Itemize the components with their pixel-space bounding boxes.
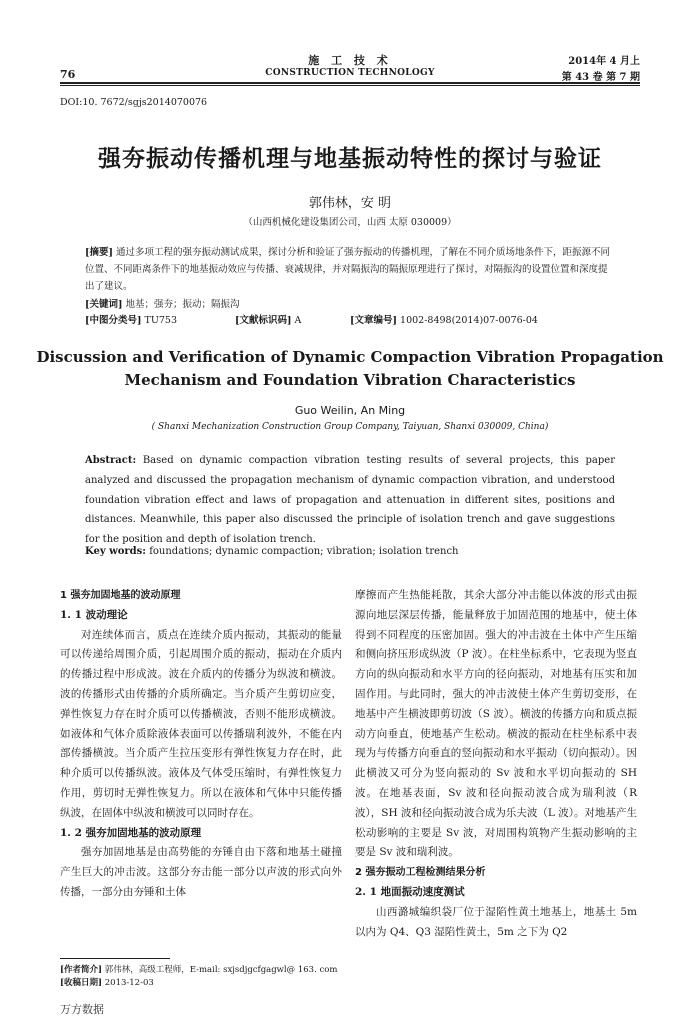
footnote-rule bbox=[60, 958, 170, 959]
clc-label: [中图分类号] bbox=[85, 315, 142, 326]
article-number bbox=[350, 312, 538, 326]
clc-value: TU753 bbox=[144, 315, 178, 326]
footnote-date-text: 2013-12-03 bbox=[104, 978, 154, 988]
authors-cn: 郭伟林，安 明 bbox=[308, 196, 392, 211]
clc bbox=[85, 312, 177, 326]
page-title-en bbox=[0, 346, 700, 392]
doc-code bbox=[235, 312, 301, 326]
affiliation-cn: （山西机械化建设集团公司，山西 太原 030009） bbox=[243, 217, 457, 228]
section-1-2-paragraph: 强夯加固地基是由高势能的夯锤自由下落和地基土碰撞产生巨大的冲击波。这部分夯击能一部分以声波的形式向外传播，一部分由夯锤和土体 bbox=[60, 846, 342, 898]
issue-date: 2014年 4 月上 bbox=[568, 56, 640, 67]
article-number-label: [文章编号] bbox=[350, 315, 397, 326]
abstract-cn-label: [摘要] bbox=[85, 247, 113, 258]
doi: DOI:10. 7672/sgjs2014070076 bbox=[60, 97, 208, 108]
keywords-en bbox=[85, 546, 459, 557]
section-2-1-paragraph: 山西潞城编织袋厂位于湿陷性黄土地基上，地基土 5m 以内为 Q4、Q3 湿陷性黄土，5m 之下为 Q2 bbox=[355, 905, 637, 938]
article-number-value: 1002-8498(2014)07-0076-04 bbox=[400, 315, 538, 326]
section-1-2-heading: 1. 2 强夯加固地基的波动原理 bbox=[60, 826, 202, 839]
issue-volume: 第 43 卷 第 7 期 bbox=[561, 72, 640, 83]
section-1-1-paragraph: 对连续体而言，质点在连续介质内振动，其振动的能量可以传递给周围介质，引起周围介质的振动，振动在介质内的传播过程中形成波。波在介质内的传播分为纵波和横波。波的传播形式由传播的介质所确定。当介质产生剪切应变，弹性恢复力存在时介质可以传播横波，否则不能形成横波。如液体和气体介质除液体表面可以传播瑞利波外，不能在内部传播横波。当介质产生拉压变形有弹性恢复力存在时，此种介质可以传播纵波。液体及气体受压缩时，有弹性恢复力作用，剪切时无弹性恢复力。所以在液体和气体中只能传播纵波，在固体中纵波和横波可以同时存在。 bbox=[60, 628, 342, 819]
keywords-en-text: foundations; dynamic compaction; vibration; isolation trench bbox=[149, 546, 459, 557]
header-rule-thin bbox=[60, 85, 640, 86]
section-1-1-heading: 1. 1 波动理论 bbox=[60, 608, 128, 621]
keywords-cn-text: 地基；强夯；振动；隔振沟 bbox=[125, 299, 240, 310]
doc-code-label: [文献标识码] bbox=[235, 315, 292, 326]
watermark: 万方数据 bbox=[60, 1003, 104, 1016]
keywords-en-label: Key words: bbox=[85, 546, 146, 557]
body-column-left bbox=[60, 586, 342, 903]
page-title-en-line2: Mechanism and Foundation Vibration Characteristics bbox=[124, 371, 576, 389]
keywords-cn-label: [关键词] bbox=[85, 299, 123, 310]
footnote-date-label: [收稿日期] bbox=[60, 978, 103, 988]
abstract-en-text: Based on dynamic compaction vibration testing results of several projects, this paper analyzed and discussed the propagation mechanism of dynamic compaction vibration, and understood foundation vibration effect and laws of propagation and attenuation in different sites, positions and distances. Meanwhile, this paper also discussed the principle of isolation trench and gave suggestions for the position and depth of isolation trench. bbox=[85, 455, 615, 546]
section-1-heading: 1 强夯加固地基的波动原理 bbox=[60, 590, 181, 601]
authors-en: Guo Weilin, An Ming bbox=[294, 404, 406, 417]
affiliation-en: ( Shanxi Mechanization Construction Group Company, Taiyuan, Shanxi 030009, China) bbox=[151, 422, 549, 432]
page-title-cn: 强夯振动传播机理与地基振动特性的探讨与验证 bbox=[98, 145, 602, 172]
footnote-author-text: 郭伟林，高级工程师，E-mail: sxjsdjgcfgagwl@ 163. com bbox=[104, 965, 338, 975]
journal-title-en: CONSTRUCTION TECHNOLOGY bbox=[265, 68, 435, 78]
journal-title-cn: 施 工 技 术 bbox=[308, 54, 392, 67]
section-1-2-paragraph-cont: 摩擦而产生热能耗散，其余大部分冲击能以体波的形式由振源向地层深层传播，能量释放于加固范围的地基中，使土体得到不同程度的压密加固。强大的冲击波在土体中产生压缩和侧向挤压形成纵波（P 波）。在柱坐标系中，它表现为竖直方向的纵向振动和水平方向的径向振动，对地基有压实和加固作用。与此同时，强大的冲击波使土体产生剪切变形，在地基中产生横波即剪切波（S 波）。横波的传播方向和质点振动方向垂直，使地基产生松动。横波的振动在柱坐标系中表现为与传播方向垂直的竖向振动和水平振动（切向振动）。因此横波又可分为竖向振动的 Sv 波和水平切向振动的 SH 波。在地基表面，Sv 波和径向振动波合成为瑞利波（R 波），SH 波和径向振动波合成为乐夫波（L 波）。对地基产生松动影响的主要是 Sv 波，对周围构筑物产生振动影响的主要是 Sv 波和瑞利波。 bbox=[355, 589, 637, 859]
abstract-en-label: Abstract: bbox=[85, 455, 137, 466]
body-column-right bbox=[355, 586, 637, 942]
footnote-author bbox=[60, 963, 337, 975]
keywords-cn bbox=[85, 296, 240, 310]
abstract-cn bbox=[85, 244, 615, 295]
doc-code-value: A bbox=[294, 315, 302, 326]
page-number: 76 bbox=[60, 68, 76, 81]
page-title-en-line1: Discussion and Verification of Dynamic Compaction Vibration Propagation bbox=[36, 348, 664, 366]
header-rule bbox=[60, 82, 640, 84]
abstract-cn-text: 通过多项工程的强夯振动测试成果，探讨分析和验证了强夯振动的传播机理，了解在不同介质场地条件下，距振源不同位置、不同距离条件下的地基振动效应与传播、衰减规律，并对隔振沟的隔振原理进行了探讨，对隔振沟的设置位置和深度提出了建议。 bbox=[85, 247, 611, 292]
abstract-en bbox=[85, 451, 615, 550]
section-2-1-heading: 2. 1 地面振动速度测试 bbox=[355, 885, 465, 898]
footnote-date bbox=[60, 976, 154, 988]
footnote-author-label: [作者简介] bbox=[60, 965, 103, 975]
section-2-heading: 2 强夯振动工程检测结果分析 bbox=[355, 867, 486, 879]
